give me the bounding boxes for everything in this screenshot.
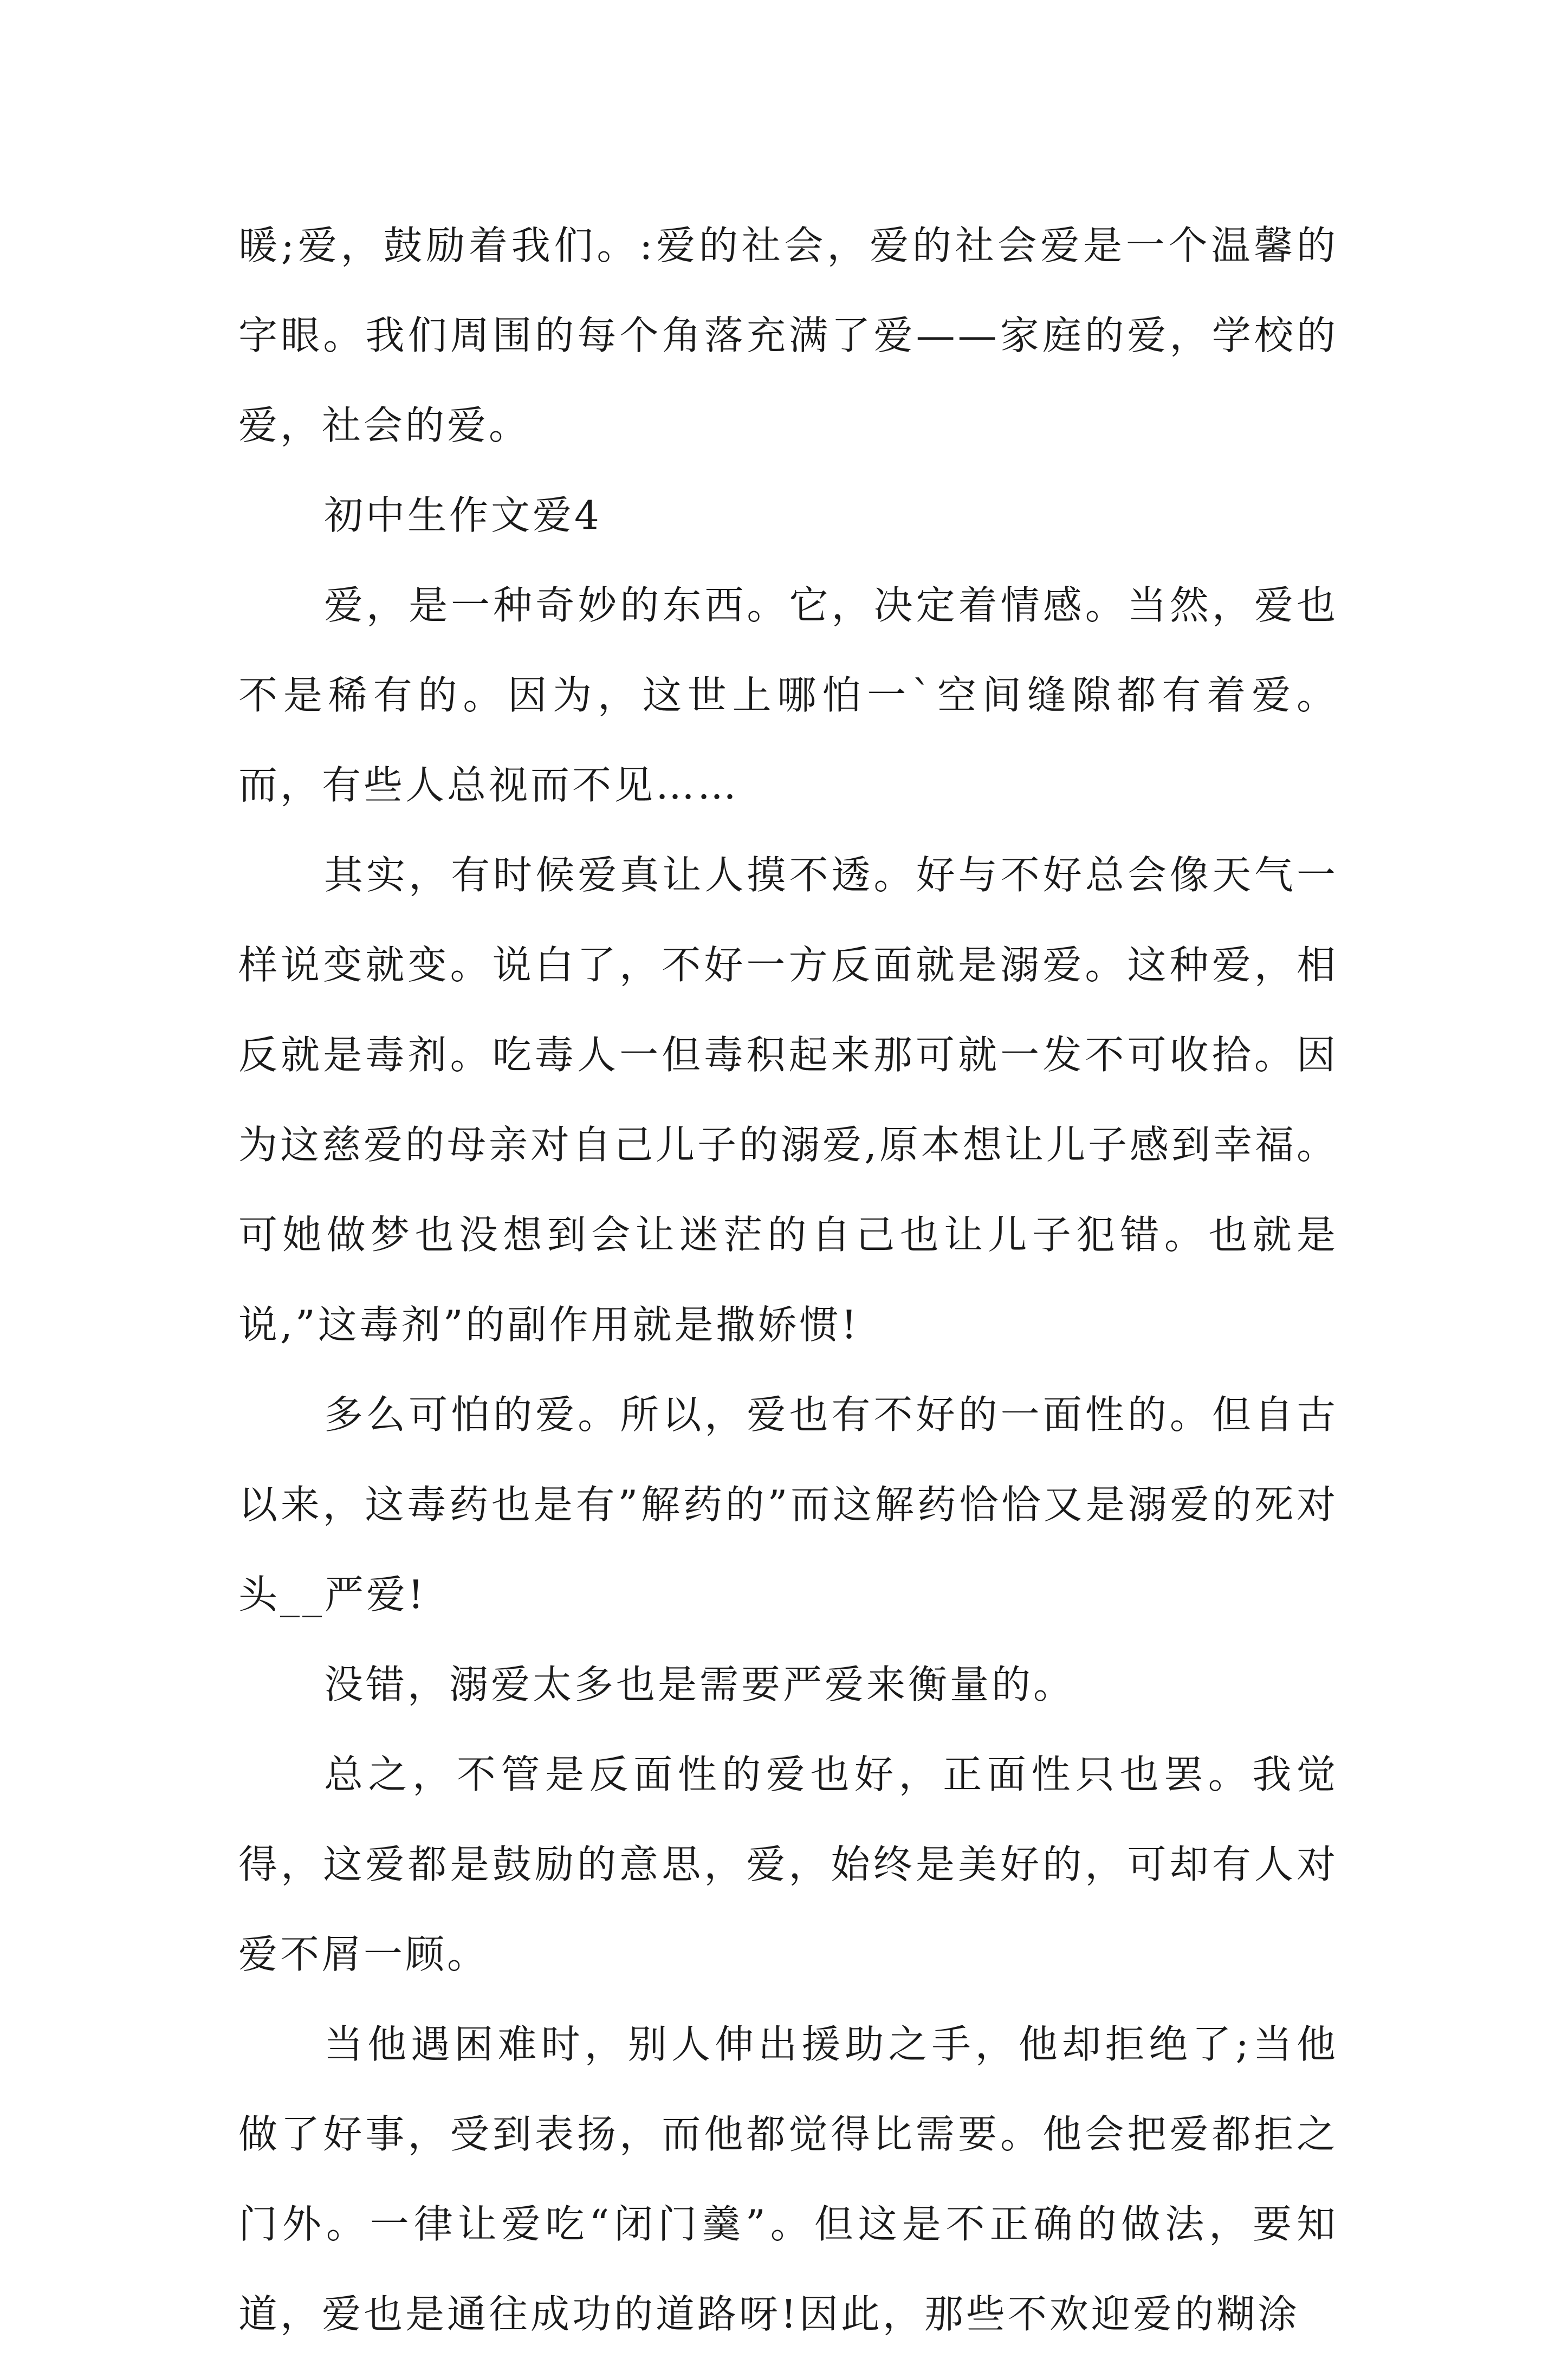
paragraph: 总之，不管是反面性的爱也好，正面性只也罢。我觉得，这爱都是鼓励的意思，爱，始终是美好的，可却有人对爱不屑一顾。 bbox=[238, 1752, 1338, 1977]
paragraph: 多么可怕的爱。所以，爱也有不好的一面性的。但自古以来，这毒药也是有”解药的”而这解药恰恰又是溺爱的死对头__严爱! bbox=[238, 1392, 1338, 1617]
paragraph-continued: 暖;爱，鼓励着我们。:爱的社会，爱的社会爱是一个温馨的字眼。我们周围的每个角落充满了爱——家庭的爱，学校的爱，社会的爱。 bbox=[238, 223, 1338, 448]
document-body bbox=[238, 200, 1338, 2359]
paragraph: 爱，是一种奇妙的东西。它，决定着情感。当然，爱也不是稀有的。因为，这世上哪怕一`空间缝隙都有着爱。而，有些人总视而不见…… bbox=[238, 582, 1338, 808]
section-heading: 初中生作文爱4 bbox=[324, 492, 602, 538]
paragraph: 没错，溺爱太多也是需要严爱来衡量的。 bbox=[324, 1662, 1075, 1707]
paragraph: 当他遇困难时，别人伸出援助之手，他却拒绝了;当他做了好事，受到表扬，而他都觉得比需要。他会把爱都拒之门外。一律让爱吃“闭门羹”。但这是不正确的做法，要知道，爱也是通往成功的道路呀!因此，那些不欢迎爱的糊涂 bbox=[238, 2021, 1338, 2337]
paragraph: 其实，有时候爱真让人摸不透。好与不好总会像天气一样说变就变。说白了，不好一方反面就是溺爱。这种爱，相反就是毒剂。吃毒人一但毒积起来那可就一发不可收拾。因为这慈爱的母亲对自己儿子的溺爱,原本想让儿子感到幸福。可她做梦也没想到会让迷茫的自己也让儿子犯错。也就是说,”这毒剂”的副作用就是撒娇惯! bbox=[238, 852, 1338, 1347]
